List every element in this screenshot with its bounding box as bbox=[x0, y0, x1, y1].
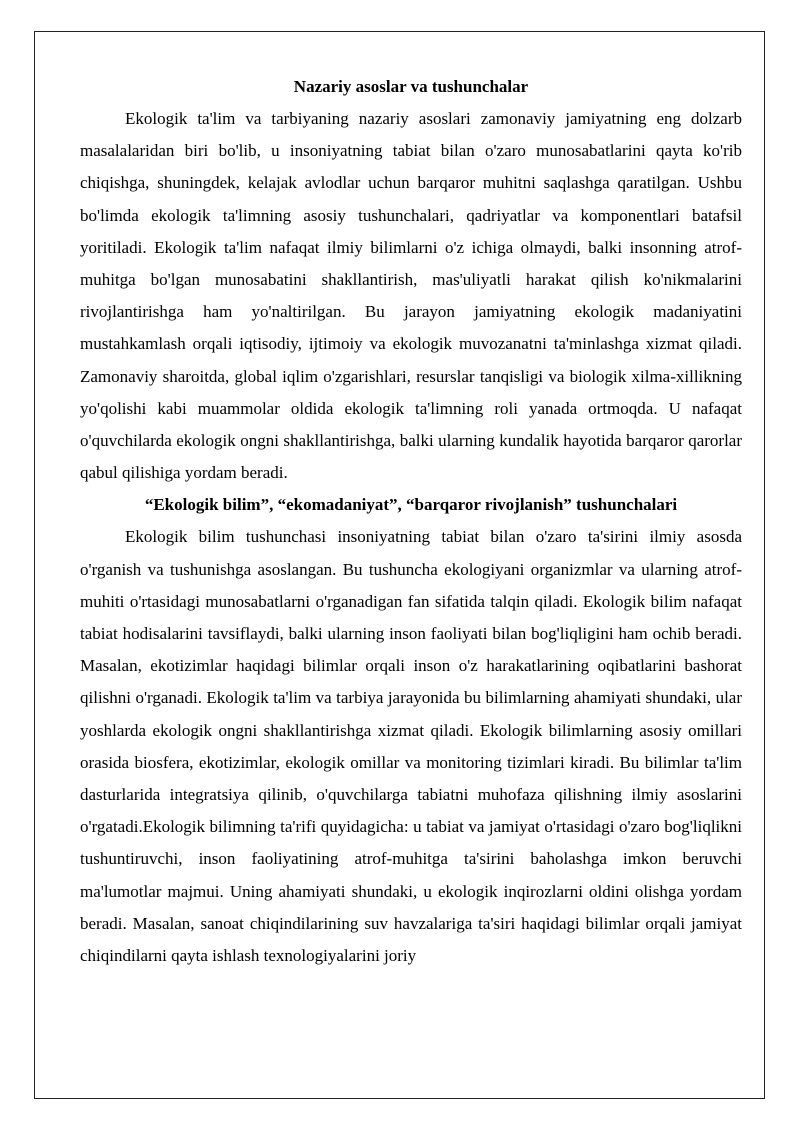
section-title: Nazariy asoslar va tushunchalar bbox=[293, 77, 529, 96]
subsection-title: “Ekologik bilim”, “ekomadaniyat”, “barqaror rivojlanish” tushunchalari bbox=[144, 495, 678, 515]
document-body bbox=[80, 71, 742, 972]
body-paragraph: Ekologik bilim tushunchasi insoniyatning tabiat bilan o'zaro ta'sirini ilmiy asosda o'rganish va tushunishga asoslangan. Bu tushuncha ekologiyani organizmlar va ularning atrof-muhiti o'rtasidagi munosabatlarni o'rganadigan fan sifatida talqin qiladi. Ekologik bilim nafaqat tabiat hodisalarini tavsiflaydi, balki ularning inson faoliyati bilan bog'liqligini ham ochib beradi. Masalan, ekotizimlar haqidagi bilimlar orqali inson o'z harakatlarining oqibatlarini bashorat qilishni o'rganadi. Ekologik ta'lim va tarbiya jarayonida bu bilimlarning ahamiyati shundaki, ular yoshlarda ekologik ongni shakllantirishga xizmat qiladi. Ekologik bilimlarning asosiy omillari orasida biosfera, ekotizimlar, ekologik omillar va monitoring tizimlari kiradi. Bu bilimlar ta'lim dasturlarida integratsiya qilinib, o'quvchilarga tabiatni muhofaza qilishning ilmiy asoslarini o'rgatadi.Ekologik bilimning ta'rifi quyidagicha: u tabiat va jamiyat o'rtasidagi o'zaro bog'liqlikni tushuntiruvchi, inson faoliyatining atrof-muhitga ta'sirini baholashga imkon beruvchi ma'lumotlar majmui. Uning ahamiyati shundaki, u ekologik inqirozlarni oldini olishga yordam beradi. Masalan, sanoat chiqindilarining suv havzalariga ta'siri haqidagi bilimlar orqali jamiyat chiqindilarni qayta ishlash texnologiyalarini joriy bbox=[80, 527, 742, 966]
intro-paragraph: Ekologik ta'lim va tarbiyaning nazariy asoslari zamonaviy jamiyatning eng dolzarb masalalaridan biri bo'lib, u insoniyatning tabiat bilan o'zaro munosabatlarini qayta ko'rib chiqishga, shuningdek, kelajak avlodlar uchun barqaror muhitni saqlashga qaratilgan. Ushbu bo'limda ekologik ta'limning asosiy tushunchalari, qadriyatlar va komponentlari batafsil yoritiladi. Ekologik ta'lim nafaqat ilmiy bilimlarni o'z ichiga olmaydi, balki insonning atrof-muhitga bo'lgan munosabatini shakllantirish, mas'uliyatli harakat qilish ko'nikmalarini rivojlantirishga ham yo'naltirilgan. Bu jarayon jamiyatning ekologik madaniyatini mustahkamlash orqali iqtisodiy, ijtimoiy va ekologik muvozanatni ta'minlashga xizmat qiladi. Zamonaviy sharoitda, global iqlim o'zgarishlari, resurslar tanqisligi va biologik xilma-xillikning yo'qolishi kabi muammolar oldida ekologik ta'limning roli yanada ortmoqda. U nafaqat o'quvchilarda ekologik ongni shakllantirishga, balki ularning kundalik hayotida barqaror qarorlar qabul qilishiga yordam beradi. bbox=[80, 109, 742, 483]
